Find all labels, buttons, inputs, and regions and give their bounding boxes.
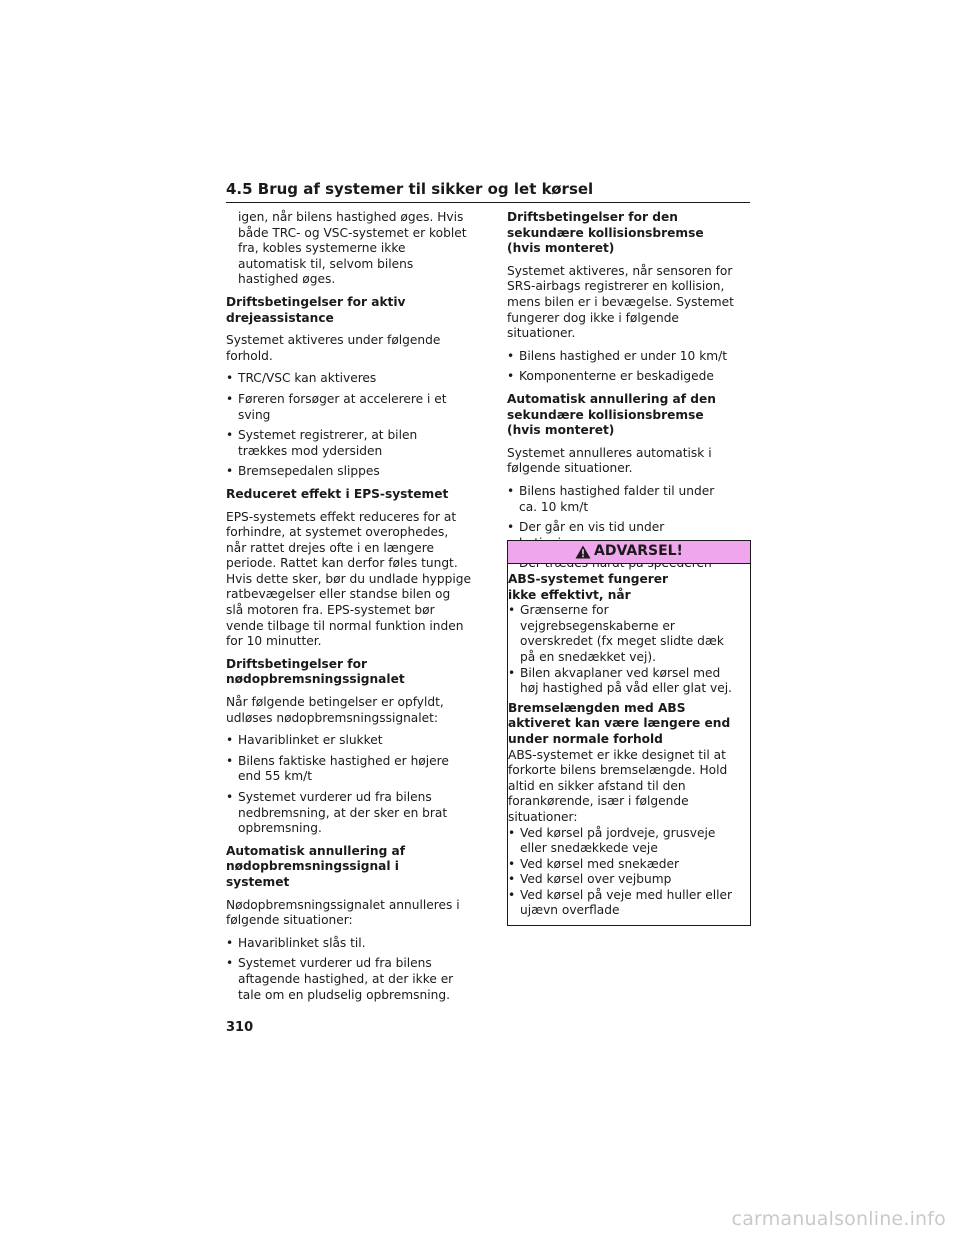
text-line: fra, kobles systemerne ikke [238,241,406,256]
text-line: hastighed øges. [238,272,336,287]
paragraph: Systemet aktiveres, når sensoren for SRS-airbags registrerer en kollision, mens bilen er i bevægelse. Systemet fungerer dog ikke i følgende situationer. [507,263,734,341]
list-item: • Komponenterne er beskadigede [507,369,714,384]
watermark: carmanualsonline.info [731,1208,946,1230]
warning-heading: ABS-systemet fungerer ikke effektivt, når [508,572,669,602]
list-item: • Ved kørsel over vejbump [508,872,672,887]
paragraph: EPS-systemets effekt reduceres for at forhindre, at systemet overophedes, når rattet drejes ofte i en længere periode. Rattet kan derfor føles tungt. Hvis dette sker, bør du undlade hyppige ratbevægelser eller standse bilen og slå motoren fra. EPS-systemet bør vende tilbage til normal funktion inden for 10 minutter. [226,509,471,649]
bullet-list [507,349,751,385]
list-item: • Bilens faktiske hastighed er højere end 55 km/t [226,753,449,784]
bullet-list [508,603,738,697]
paragraph: Systemet annulleres automatisk i følgende situationer. [507,445,712,476]
list-item: • Systemet vurderer ud fra bilens aftagende hastighed, at der ikke er tale om en pludselig opbremsning. [226,956,454,1002]
section-heading: Driftsbetingelser for nødopbremsningssignalet [226,656,405,687]
paragraph: Systemet aktiveres under følgende forhold. [226,333,441,363]
bullet-list [508,826,743,920]
paragraph: Når følgende betingelser er opfyldt, udløses nødopbremsningssignalet: [226,695,444,725]
section-heading: Driftsbetingelser for den sekundære kollisionsbremse (hvis monteret) [507,210,704,256]
list-item: • Bilen akvaplaner ved kørsel med høj hastighed på våd eller glat vej. [508,665,732,696]
warning-body [508,564,750,925]
list-item: • Bilens hastighed er under 10 km/t [507,348,728,363]
list-item: • Havariblinket slås til. [226,935,366,950]
list-item: • Grænserne for vejgrebsegenskaberne er overskredet (fx meget slidte dæk på en snedækket vej). [508,603,724,664]
list-item: • Bilens hastighed falder til under ca. 10 km/t [507,483,715,514]
warning-title: ADVARSEL! [594,543,683,560]
section-header: 4.5 Brug af systemer til sikker og let kørsel [226,180,750,203]
right-column [507,210,751,579]
list-item: • Havariblinket er slukket [226,733,383,748]
warning-triangle-icon [575,545,591,559]
list-item: • TRC/VSC kan aktiveres [226,371,377,386]
list-item: • Føreren forsøger at accelerere i et sving [226,391,447,422]
warning-paragraph: ABS-systemet er ikke designet til at forkorte bilens bremselængde. Hold altid en sikker afstand til den forankørende, især i følgende situationer: [508,747,728,824]
bullet-list [226,371,466,480]
paragraph: Nødopbremsningssignalet annulleres i følgende situationer: [226,897,460,928]
warning-box [507,540,751,926]
warning-heading: Bremselængden med ABS aktiveret kan være længere end under normale forhold [508,700,731,746]
list-item: • Der går en vis tid under [507,520,665,535]
text-line: både TRC- og VSC-systemet er koblet [238,225,467,240]
section-heading: Automatisk annullering af nødopbremsningssignal i systemet [226,843,406,889]
continued-text [226,210,488,288]
section-heading: Automatisk annullering af den sekundære kollisionsbremse (hvis monteret) [507,391,716,438]
list-item: • Ved kørsel på jordveje, grusveje eller snedækkede veje [508,825,716,856]
bullet-list [226,733,456,837]
text-line: automatisk til, selvom bilens [238,256,414,271]
text-line: igen, når bilens hastighed øges. Hvis [238,210,464,224]
list-item: • Ved kørsel på veje med huller eller ujævn overflade [508,887,733,918]
left-column [226,210,488,1010]
warning-header [508,541,750,564]
section-heading: Reduceret effekt i EPS-systemet [226,486,449,501]
page-number: 310 [226,1020,254,1035]
bullet-list [226,936,456,1003]
list-item: • Systemet vurderer ud fra bilens nedbremsning, at der sker en brat opbremsning. [226,790,448,836]
section-heading: Driftsbetingelser for aktiv drejeassistance [226,294,406,325]
list-item: • Bremsepedalen slippes [226,464,380,479]
list-item: • Ved kørsel med snekæder [508,856,679,871]
list-item: • Systemet registrerer, at bilen trækkes mod ydersiden [226,428,418,458]
